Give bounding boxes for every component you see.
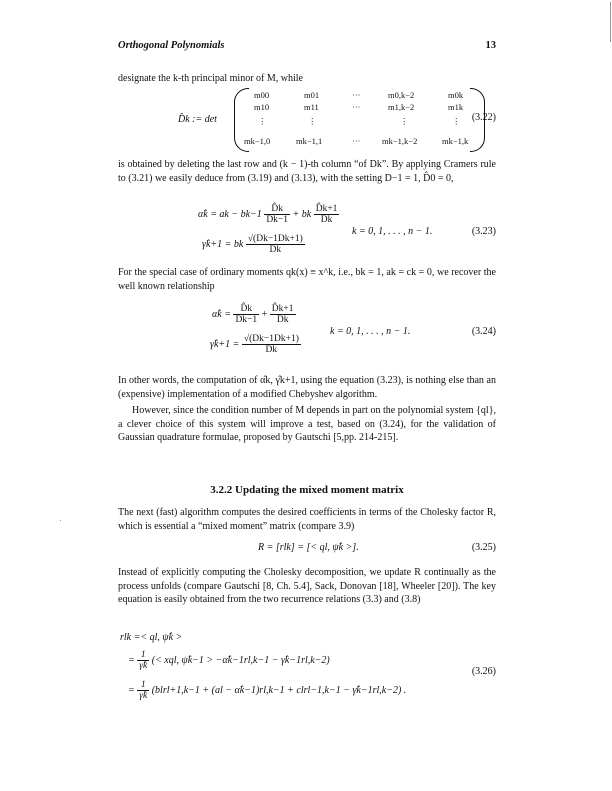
matrix-body — [242, 90, 482, 150]
matrix-cell: mk−1,k — [442, 136, 469, 146]
matrix-cell: m0,k−2 — [388, 90, 415, 100]
equation-3-24 — [118, 302, 496, 362]
fraction: $\frac{D̂k+1}{Dk}$ — [271, 304, 294, 325]
equation-3-23 — [118, 202, 496, 262]
equation-3-25 — [118, 542, 496, 558]
paragraph-6: The next (fast) algorithm computes the desired coefficients in terms of the Cholesky factor R, which is essential a “mixed moment” matrix (compare 3.9) — [118, 507, 496, 532]
equation-3-22 — [118, 86, 496, 156]
matrix-cell: ⋮ — [400, 116, 409, 126]
matrix-cell: ··· — [352, 90, 361, 100]
matrix-cell: mk−1,k−2 — [382, 136, 418, 146]
fraction: $\frac{1}{\gammâk}$ — [139, 680, 148, 701]
matrix-cell: ··· — [352, 136, 361, 146]
scan-mark — [610, 2, 611, 42]
paragraph-2: is obtained by deleting the last row and (k − 1)-th column “of Dk”. By applying Cramers rule to (3.21) we easily deduce from (3.19) and (3.13), with the setting D−1 = 1, D̂0 = 0, — [118, 159, 496, 184]
fraction: $\frac{D̂k}{Dk-1}$ — [266, 204, 289, 225]
matrix-cell: m11 — [304, 102, 319, 112]
eq326-line2-prefix: = — [128, 654, 135, 666]
eq324-line2-lhs: γ̂k+1 = — [210, 338, 240, 350]
eq326-line1: rlk =< ql, ψ̂k > — [120, 632, 183, 643]
matrix-cell: ··· — [352, 102, 361, 112]
matrix-cell: m00 — [254, 90, 270, 100]
equation-number: (3.22) — [471, 112, 496, 123]
eq322-lhs: D̂k := det — [178, 114, 217, 125]
matrix-cell: ⋮ — [258, 116, 267, 126]
matrix-cell: mk−1,1 — [296, 136, 323, 146]
equation-number: (3.25) — [471, 542, 496, 553]
fraction: $\frac{D̂k+1}{Dk}$ — [315, 204, 338, 225]
matrix-cell: mk−1,0 — [244, 136, 271, 146]
eq323-line1 — [198, 204, 339, 225]
eq324-line1-lhs: α̂k = — [212, 308, 231, 320]
fraction: $\frac{D̂k}{Dk-1}$ — [235, 304, 258, 325]
paragraph-3: For the special case of ordinary moments qk(x) ≡ x^k, i.e., bk = 1, ak = ck = 0, we recover the well known relationship — [118, 267, 496, 292]
eq323-line1-lhs: α̂k = ak − bk−1 — [198, 208, 262, 220]
matrix-cell: ⋮ — [452, 116, 461, 126]
equation-number: (3.23) — [471, 226, 496, 237]
eq326-line2 — [128, 650, 330, 671]
equation-number: (3.24) — [471, 326, 496, 337]
fraction: $\frac{1}{\gammâk}$ — [139, 650, 148, 671]
eq323-line2-lhs: γ̂k+1 = bk — [202, 238, 244, 250]
matrix-cell: m1k — [448, 102, 464, 112]
running-header — [118, 40, 496, 51]
page-number: 13 — [485, 40, 496, 51]
eq326-line3-prefix: = — [128, 684, 135, 696]
equation-number: (3.26) — [471, 666, 496, 677]
eq323-line1-mid: + bk — [292, 208, 312, 220]
scan-mark — [60, 520, 61, 521]
paragraph-4: In other words, the computation of α̂k, γ̂k+1, using the equation (3.23), is nothing else than an (expensive) implementation of a modified Chebyshev algorithm. — [118, 375, 496, 400]
matrix-cell: m0k — [448, 90, 464, 100]
eq326-line2-body: (< xql, ψ̂k−1 > −α̂k−1rl,k−1 − γ̂k−1rl,k−2) — [151, 654, 330, 666]
eq323-range: k = 0, 1, . . . , n − 1. — [352, 226, 433, 237]
eq326-line3-body: (blrl+1,k−1 + (al − α̂k−1)rl,k−1 + clrl−1,k−1 − γ̂k−1rl,k−2) . — [151, 684, 407, 696]
paragraph-1: designate the k-th principal minor of M, while — [118, 73, 303, 84]
paragraph-5: However, since the condition number of M depends in part on the polynomial system {ql}, a clever choice of this system will improve a test, based on (3.24), for the validation of Gaussian quadrature formulae, proposed by Gautschi [5,pp. 214-215]. — [118, 405, 496, 444]
matrix-cell: m10 — [254, 102, 270, 112]
eq324-line1 — [212, 304, 296, 325]
eq326-line3 — [128, 680, 406, 701]
eq324-range: k = 0, 1, . . . , n − 1. — [330, 326, 411, 337]
matrix-cell: m1,k−2 — [388, 102, 415, 112]
running-title: Orthogonal Polynomials — [118, 40, 225, 51]
paragraph-7: Instead of explicitly computing the Cholesky decomposition, we update R continually as the process unfolds (compare Gautschi [8, Ch. 5.4], Sack, Donovan [18], Wheeler [20]). The key equation is easily obtained from the two recurrence relations (3.3) and (3.8) — [118, 567, 496, 606]
fraction: $\frac{√(Dk-1Dk+1)}{Dk}$ — [247, 234, 303, 255]
eq325-body: R = [rlk] = [< ql, ψ̂k >]. — [258, 542, 359, 553]
matrix-cell: m01 — [304, 90, 320, 100]
eq324-line1-mid: + — [261, 308, 268, 320]
eq323-line2 — [202, 234, 305, 255]
eq324-line2 — [210, 334, 301, 355]
equation-3-26 — [118, 632, 496, 712]
section-heading: 3.2.2 Updating the mixed moment matrix — [210, 484, 404, 496]
matrix-cell: ⋮ — [308, 116, 317, 126]
fraction: $\frac{√(Dk-1Dk+1)}{Dk}$ — [243, 334, 299, 355]
